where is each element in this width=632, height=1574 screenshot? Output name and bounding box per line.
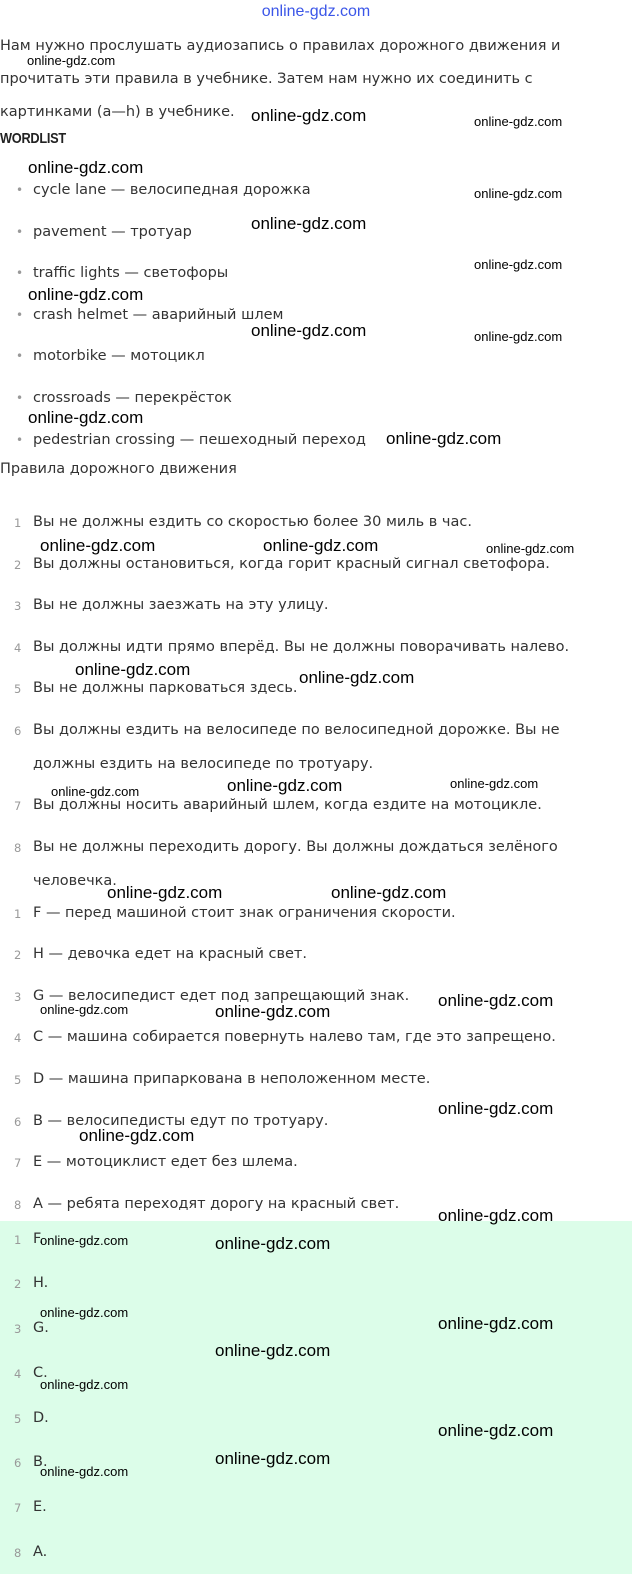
watermark: online-gdz.com: [438, 1099, 554, 1118]
watermark: online-gdz.com: [40, 1464, 129, 1479]
watermark: online-gdz.com: [40, 1233, 129, 1248]
watermark: online-gdz.com: [215, 1234, 331, 1253]
wordlist-item: • crash helmet — аварийный шлем: [16, 304, 284, 326]
watermark: online-gdz.com: [438, 1314, 554, 1333]
bullet-icon: •: [16, 225, 24, 239]
watermark: online-gdz.com: [40, 1305, 129, 1320]
watermark: online-gdz.com: [215, 1449, 331, 1468]
watermark: online-gdz.com: [227, 776, 343, 795]
bullet-icon: •: [16, 391, 24, 405]
wordlist-item: • motorbike — мотоцикл: [16, 345, 205, 367]
bullet-icon: •: [16, 183, 24, 197]
watermark: online-gdz.com: [486, 541, 575, 556]
watermark: online-gdz.com: [386, 429, 502, 448]
watermark: online-gdz.com: [79, 1126, 195, 1145]
watermark: online-gdz.com: [51, 784, 140, 799]
watermark: online-gdz.com: [215, 1341, 331, 1360]
watermark: online-gdz.com: [215, 1002, 331, 1021]
bullet-icon: •: [16, 349, 24, 363]
watermark: online-gdz.com: [107, 883, 223, 902]
bullet-icon: •: [16, 266, 24, 280]
watermark: online-gdz.com: [474, 329, 563, 344]
watermark: online-gdz.com: [438, 991, 554, 1010]
watermark: online-gdz.com: [28, 158, 144, 177]
watermark: online-gdz.com: [40, 1002, 129, 1017]
watermark: online-gdz.com: [251, 321, 367, 340]
watermark: online-gdz.com: [474, 257, 563, 272]
site-header-link[interactable]: online-gdz.com: [261, 3, 371, 20]
watermark: online-gdz.com: [251, 106, 367, 125]
watermark: online-gdz.com: [474, 114, 563, 129]
watermark: online-gdz.com: [27, 53, 116, 68]
watermark: online-gdz.com: [28, 285, 144, 304]
watermark: online-gdz.com: [299, 668, 415, 687]
watermark: online-gdz.com: [263, 536, 379, 555]
intro-line: картинками (a—h) в учебнике.: [0, 104, 235, 120]
wordlist-item: • traffic lights — светофоры: [16, 262, 228, 284]
bullet-icon: •: [16, 308, 24, 322]
watermark: online-gdz.com: [251, 214, 367, 233]
rules-title: Правила дорожного движения: [0, 461, 237, 477]
watermark: online-gdz.com: [40, 536, 156, 555]
watermark: online-gdz.com: [474, 186, 563, 201]
bullet-icon: •: [16, 433, 24, 447]
wordlist-title: WORDLIST: [0, 130, 66, 147]
watermark: online-gdz.com: [438, 1421, 554, 1440]
watermark: online-gdz.com: [331, 883, 447, 902]
intro-line: прочитать эти правила в учебнике. Затем нам нужно их соединить с: [0, 71, 533, 87]
watermark: online-gdz.com: [75, 660, 191, 679]
watermark: online-gdz.com: [28, 408, 144, 427]
wordlist-item: • pedestrian crossing — пешеходный переход: [16, 429, 366, 451]
wordlist-item: • pavement — тротуар: [16, 221, 192, 243]
watermark: online-gdz.com: [450, 776, 539, 791]
intro-line: Нам нужно прослушать аудиозапись о правилах дорожного движения и: [0, 38, 561, 54]
watermark: online-gdz.com: [40, 1377, 129, 1392]
watermark: online-gdz.com: [438, 1206, 554, 1225]
wordlist-item: • crossroads — перекрёсток: [16, 387, 232, 409]
wordlist-item: • cycle lane — велосипедная дорожка: [16, 179, 311, 201]
